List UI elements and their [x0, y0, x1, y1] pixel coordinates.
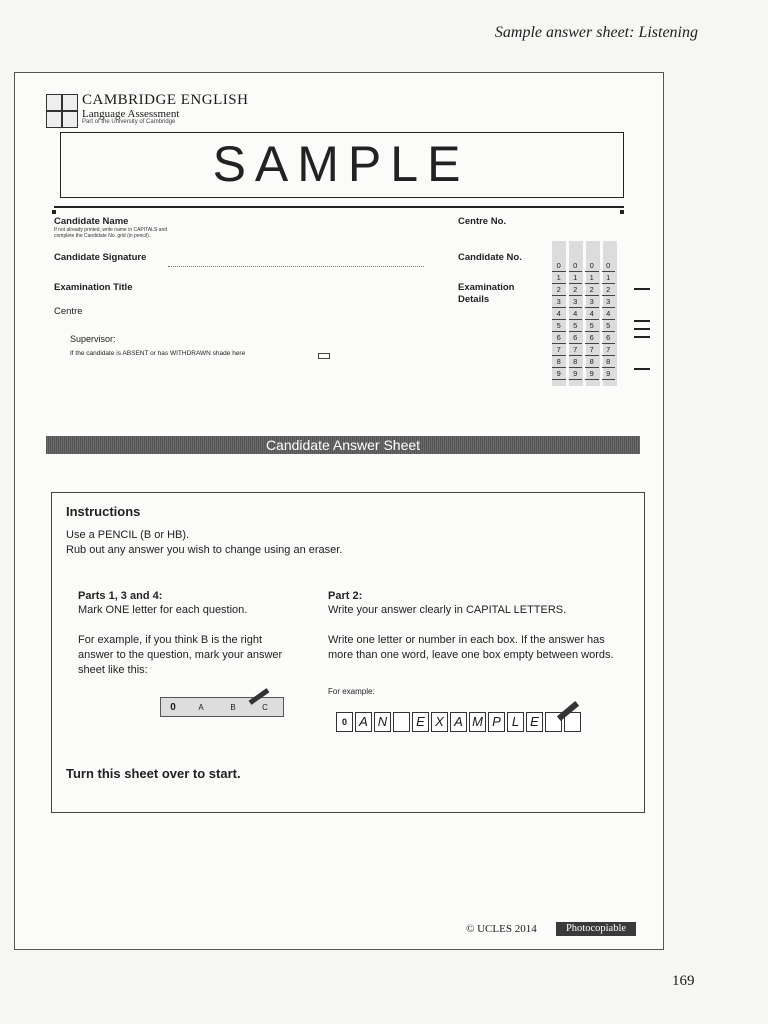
candidate-name-note: If not already printed, write name in CAPITALS and complete the Candidate No. grid (in pencil). [54, 227, 168, 239]
word-example-box: A [355, 712, 372, 732]
grid-digit-cell[interactable]: 5 [552, 321, 566, 332]
grid-digit-cell[interactable]: 9 [585, 369, 599, 380]
grid-row [552, 285, 618, 296]
registration-mark [620, 210, 624, 214]
page-number: 169 [672, 973, 695, 989]
grid-digit-cell[interactable]: 0 [569, 261, 583, 272]
sample-watermark: SAMPLE [212, 136, 470, 192]
candidate-number-grid[interactable] [552, 241, 618, 386]
grid-digit-cell[interactable]: 8 [569, 357, 583, 368]
word-example-box: L [507, 712, 524, 732]
instructions-line-1: Use a PENCIL (B or HB). [66, 529, 190, 541]
word-example-box [393, 712, 410, 732]
grid-digit-cell[interactable]: 3 [569, 297, 583, 308]
copyright: © UCLES 2014 [466, 923, 537, 935]
word-example-box: E [526, 712, 543, 732]
grid-digit-cell[interactable]: 4 [585, 309, 599, 320]
grid-digit-cell[interactable]: 0 [602, 261, 616, 272]
timing-mark [634, 368, 650, 370]
answer-sheet-title: Candidate Answer Sheet [265, 437, 421, 453]
grid-digit-cell[interactable]: 2 [569, 285, 583, 296]
grid-digit-cell[interactable]: 4 [602, 309, 616, 320]
grid-digit-cell[interactable]: 7 [552, 345, 566, 356]
parts-134-line: Mark ONE letter for each question. [78, 604, 248, 616]
logo-tagline: Part of the University of Cambridge [82, 119, 176, 125]
grid-digit-cell[interactable]: 9 [602, 369, 616, 380]
word-example-box: X [431, 712, 448, 732]
word-example-box: 0 [336, 712, 353, 732]
grid-digit-cell[interactable]: 0 [552, 261, 566, 272]
grid-digit-cell[interactable]: 7 [602, 345, 616, 356]
candidate-name-label: Candidate Name [54, 216, 129, 227]
grid-digit-cell[interactable]: 0 [585, 261, 599, 272]
instructions-heading: Instructions [66, 504, 141, 519]
grid-digit-cell[interactable]: 2 [585, 285, 599, 296]
mark-example-option-c: C [262, 702, 268, 712]
timing-mark [634, 336, 650, 338]
grid-row [552, 345, 618, 356]
grid-digit-cell[interactable]: 8 [602, 357, 616, 368]
photocopiable-badge: Photocopiable [556, 922, 636, 936]
grid-digit-cell[interactable]: 5 [602, 321, 616, 332]
grid-digit-cell[interactable]: 5 [585, 321, 599, 332]
grid-digit-cell[interactable]: 1 [569, 273, 583, 284]
word-example-box: M [469, 712, 486, 732]
grid-digit-cell[interactable]: 9 [552, 369, 566, 380]
grid-digit-cell[interactable]: 8 [552, 357, 566, 368]
mark-example-option-a: A [198, 702, 204, 712]
timing-mark [634, 288, 650, 290]
part-2-rule: Write one letter or number in each box. If the answer has more than one word, leave one box empty between words. [328, 634, 614, 661]
grid-digit-cell[interactable]: 7 [569, 345, 583, 356]
grid-digit-cell[interactable]: 3 [552, 297, 566, 308]
logo-title: CAMBRIDGE ENGLISH [82, 92, 249, 108]
grid-digit-cell[interactable]: 4 [569, 309, 583, 320]
turn-over-note: Turn this sheet over to start. [66, 766, 241, 781]
for-example-label: For example: [328, 687, 375, 696]
absent-note: If the candidate is ABSENT or has WITHDRAWN shade here [70, 350, 246, 357]
grid-digit-cell[interactable]: 7 [585, 345, 599, 356]
parts-134-example: For example, if you think B is the right answer to the question, mark your answer sheet like this: [78, 634, 283, 676]
grid-digit-cell[interactable]: 1 [552, 273, 566, 284]
grid-digit-cell[interactable]: 1 [585, 273, 599, 284]
grid-digit-cell[interactable]: 9 [569, 369, 583, 380]
instructions-line-2: Rub out any answer you wish to change using an eraser. [66, 544, 343, 556]
logo-subtitle: Language Assessment [82, 108, 180, 120]
part-2-line: Write your answer clearly in CAPITAL LETTERS. [328, 604, 567, 616]
supervisor-label: Supervisor: [70, 334, 116, 344]
examination-details-label: Examination Details [458, 282, 515, 305]
word-example-box: P [488, 712, 505, 732]
grid-row [552, 273, 618, 284]
examination-title-label: Examination Title [54, 282, 133, 293]
grid-digit-cell[interactable]: 6 [552, 333, 566, 344]
absent-shade-box[interactable] [318, 353, 330, 359]
mark-example-option-b: B [230, 702, 236, 712]
centre-no-label: Centre No. [458, 216, 507, 227]
timing-mark [634, 328, 650, 330]
mark-example-question: 0 [170, 701, 176, 713]
word-example-box: E [412, 712, 429, 732]
grid-row [552, 309, 618, 320]
registration-mark [52, 210, 56, 214]
grid-digit-cell[interactable]: 5 [569, 321, 583, 332]
grid-digit-cell[interactable]: 6 [585, 333, 599, 344]
grid-digit-cell[interactable]: 2 [552, 285, 566, 296]
running-head: Sample answer sheet: Listening [494, 24, 698, 41]
grid-row [552, 297, 618, 308]
grid-row [552, 357, 618, 368]
grid-row [552, 333, 618, 344]
parts-134-heading: Parts 1, 3 and 4: [78, 590, 163, 602]
grid-digit-cell[interactable]: 4 [552, 309, 566, 320]
grid-row [552, 321, 618, 332]
word-example [336, 712, 583, 732]
grid-row [552, 261, 618, 272]
timing-mark [634, 320, 650, 322]
part-2-heading: Part 2: [328, 590, 363, 602]
grid-digit-cell[interactable]: 1 [602, 273, 616, 284]
word-example-box: A [450, 712, 467, 732]
candidate-no-label: Candidate No. [458, 252, 522, 263]
grid-digit-cell[interactable]: 3 [602, 297, 616, 308]
grid-digit-cell[interactable]: 6 [569, 333, 583, 344]
centre-label: Centre [54, 306, 83, 317]
grid-digit-cell[interactable]: 2 [602, 285, 616, 296]
grid-row [552, 369, 618, 380]
candidate-signature-label: Candidate Signature [54, 252, 147, 263]
grid-digit-cell[interactable]: 8 [585, 357, 599, 368]
word-example-box: N [374, 712, 391, 732]
signature-line[interactable] [168, 266, 424, 267]
grid-digit-cell[interactable]: 3 [585, 297, 599, 308]
cambridge-crest-icon [46, 94, 78, 128]
header-rule [54, 206, 624, 208]
mark-example [160, 697, 284, 717]
grid-digit-cell[interactable]: 6 [602, 333, 616, 344]
